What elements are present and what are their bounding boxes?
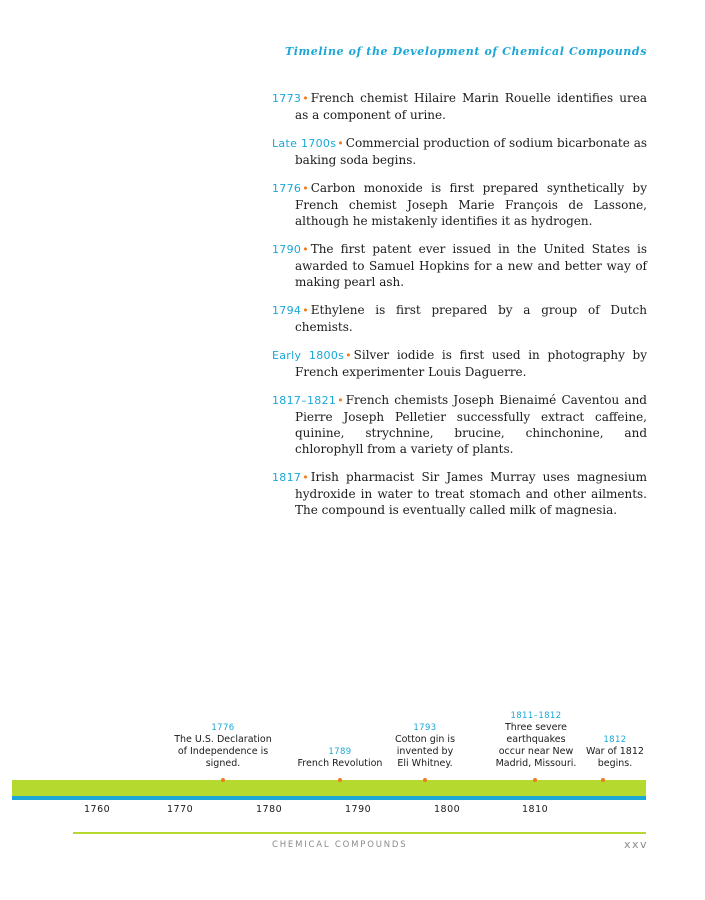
entry-date: 1773 [272,92,302,105]
timeline-event-1812 [582,734,648,770]
timeline-entry [272,347,647,380]
entry-date: 1776 [272,182,302,195]
event-text-line: Three severe [504,722,568,733]
entry-text: French chemists Joseph Bienaimé Caventou and Pierre Joseph Pelletier successfully extract caffeine, quinine, strychnine, brucine, chinchonine, and chlorophyll from a variety of plants. [295,393,647,456]
bullet-icon: • [345,349,352,362]
year-label: 1800 [434,804,461,815]
page-number: xxv [623,838,648,851]
bullet-icon: • [302,471,309,484]
event-marker-dot [533,778,537,782]
year-label: 1790 [345,804,372,815]
year-label: 1770 [167,804,194,815]
timeline-event-1793 [386,722,464,770]
timeline-event-1811-1812 [486,710,586,770]
event-date: 1812 [603,735,627,745]
entry-text: Commercial production of sodium bicarbonate as baking soda begins. [295,136,648,167]
timeline-entry [272,241,647,290]
footer-rule [73,832,646,834]
timeline-band [12,780,646,796]
bullet-icon: • [302,182,309,195]
timeline-entry [272,469,647,518]
entry-date: Late 1700s [272,137,337,150]
running-head: Timeline of the Development of Chemical Compounds [284,45,647,58]
timeline-event-1789 [292,746,388,770]
year-label: 1780 [256,804,283,815]
entry-text: Irish pharmacist Sir James Murray uses magnesium hydroxide in water to treat stomach and other ailments. The compound is eventually called milk of magnesia. [295,470,647,517]
event-text-line: earthquakes [506,734,566,745]
historical-timeline [0,700,705,830]
footer-book-title: CHEMICAL COMPOUNDS [272,840,408,850]
bullet-icon: • [337,394,344,407]
year-label: 1810 [522,804,549,815]
event-date: 1793 [413,723,437,733]
entry-text: The first patent ever issued in the United States is awarded to Samuel Hopkins for a new and better way of making pearl ash. [295,242,647,289]
event-text-line: Cotton gin is [394,734,456,745]
event-marker-dot [601,778,605,782]
event-marker-dot [338,778,342,782]
event-text-line: of Independence is [177,746,269,757]
event-text-line: Eli Whitney. [397,758,453,769]
timeline-event-1776 [166,722,280,770]
timeline-entry [272,90,647,123]
entry-date: 1794 [272,304,302,317]
bullet-icon: • [302,92,309,105]
event-marker-dot [423,778,427,782]
bullet-icon: • [302,304,309,317]
timeline-entry [272,302,647,335]
timeline-entry [272,135,647,168]
event-date: 1776 [211,723,235,733]
timeline-entries [272,78,647,529]
event-text-line: Madrid, Missouri. [495,758,577,769]
event-text-line: The U.S. Declaration [174,734,272,745]
entry-text: French chemist Hilaire Marin Rouelle identifies urea as a component of urine. [295,91,647,122]
entry-text: Ethylene is first prepared by a group of Dutch chemists. [295,303,647,334]
entry-date: Early 1800s [272,349,345,362]
event-date: 1811–1812 [510,711,562,721]
timeline-entry [272,180,647,229]
event-text-line: signed. [205,758,241,769]
entry-text: Silver iodide is first used in photography by French experimenter Louis Daguerre. [295,348,647,379]
event-text-line: occur near New [498,746,574,757]
event-marker-dot [221,778,225,782]
entry-date: 1817 [272,471,302,484]
entry-date: 1817–1821 [272,394,337,407]
event-text-line: invented by [396,746,454,757]
event-text-line: War of 1812 [586,746,644,757]
bullet-icon: • [337,137,344,150]
bullet-icon: • [302,243,309,256]
event-text-line: begins. [597,758,633,769]
event-date: 1789 [328,747,352,757]
timeline-axis-line [12,796,646,800]
entry-text: Carbon monoxide is first prepared synthetically by French chemist Joseph Marie François de Lassone, although he mistakenly identifies it as hydrogen. [295,181,647,228]
timeline-entry [272,392,647,457]
entry-date: 1790 [272,243,302,256]
event-text-line: French Revolution [297,758,383,769]
year-label: 1760 [84,804,111,815]
